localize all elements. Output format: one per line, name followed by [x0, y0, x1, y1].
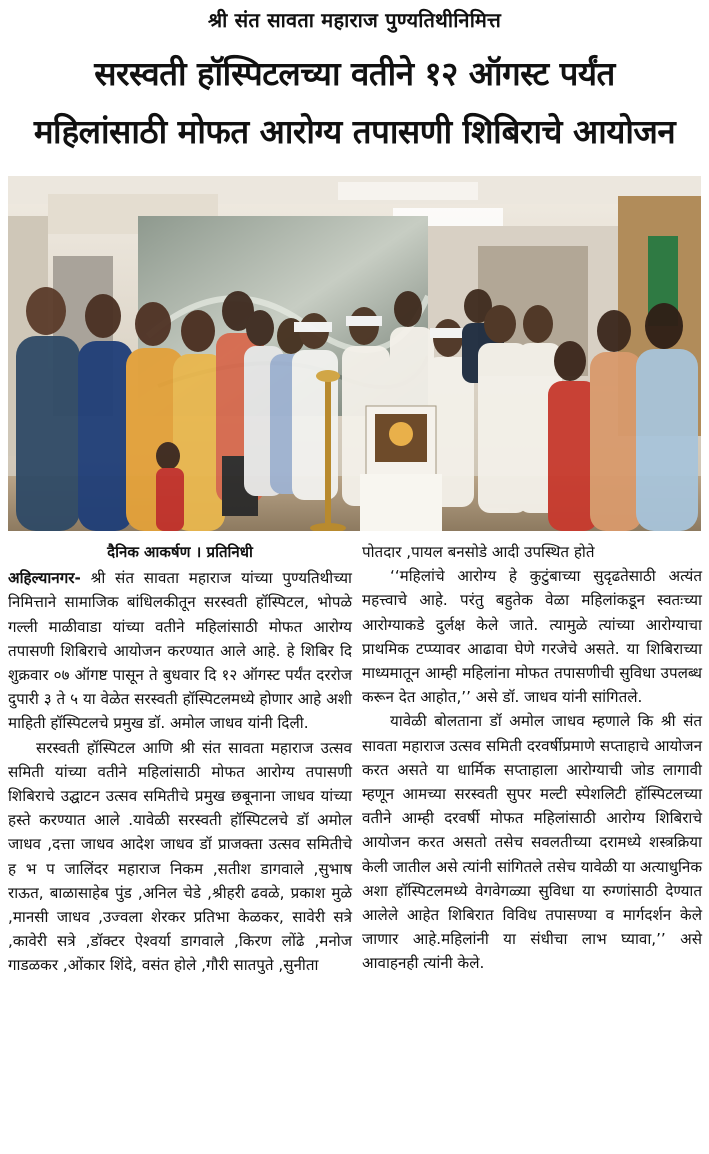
paragraph-2: सरस्वती हॉस्पिटल आणि श्री संत सावता महाराज उत्सव समिती यांच्या वतीने महिलांसाठी मोफत आरोग्य तपासणी शिबिराचे उद्घाटन उत्सव समितीचे प्रमुख छबूनाना जाधव यांच्या हस्ते करण्यात आले .यावेळी सरस्वती हॉस्पिटलचे डॉ अमोल जाधव ,दत्ता जाधव आदेश जाधव डॉ प्राजक्ता उत्सव समितीचे ह भ प जालिंदर महाराज निकम ,सतीश डागवाले ,सुभाष राऊत, बाळासाहेब पुंड ,अनिल चेडे ,श्रीहरी ढवळे, प्रकाश मुळे ,मानसी जाधव ,उज्वला शेरकर प्रतिभा केळकर, सावेरी सत्रे ,कावेरी सत्रे ,डॉक्टर ऐश्वर्या डागवाले ,किरण लोंढे ,मनोज गाडळकर ,ओंकार शिंदे, वसंत होले ,गौरी सातपुते ,सुनीता	[8, 738, 352, 975]
paragraph-4: ‘‘महिलांचे आरोग्य हे कुटुंबाच्या सुदृढतेसाठी अत्यंत महत्त्वाचे आहे. परंतु बहुतेक वेळा महिलांकडून स्वतःच्या आरोग्याकडे दुर्लक्ष केले जाते. त्यामुळे त्यांच्या आरोग्याचा प्राथमिक टप्प्यावर आढावा घेणे गरजेचे असते. या शिबिराच्या माध्यमातून आम्ही महिलांना मोफत तपासणीची सुविधा उपलब्ध करून देत आहोत,’’ असे डॉ. जाधव यांनी सांगितले.	[362, 567, 702, 707]
headline-line-1: सरस्वती हॉस्पिटलच्या वतीने १२ ऑगस्ट पर्यंत	[94, 54, 615, 93]
article-column-left	[8, 540, 352, 978]
paragraph-5: यावेळी बोलताना डॉ अमोल जाधव म्हणाले कि श्री संत सावता महाराज उत्सव समिती दरवर्षीप्रमाणे सप्ताहाचे आयोजन करत असते या धार्मिक सप्ताहाला आरोग्याची जोड लागावी म्हणून आमच्या सरस्वती सुपर मल्टी स्पेशलिटी हॉस्पिटलच्या वतीने आम्ही दरवर्षी मोफत महिलांसाठी आरोग्य शिबिराचे आयोजन करत असतो तसेच सवलतीच्या दरामध्ये शस्त्रक्रिया केली जातील असे त्यांनी सांगितले तसेच यावेळी या अत्याधुनिक अशा हॉस्पिटलमध्ये वेगवेगळ्या सुविधा या रुग्णांसाठी देण्यात आलेले आहेत शिबिरात विविध तपासण्या व मार्गदर्शन केले जाणार आहे.महिलांनी या संधीचा लाभ घ्यावा,’’ असे आवाहनही त्यांनी केले.	[362, 712, 702, 973]
paragraph-1-text: श्री संत सावता महाराज यांच्या पुण्यतिथीच्या निमित्ताने सामाजिक बांधिलकीतून सरस्वती हॉस्पिटल, भोपळे गल्ली माळीवाडा यांच्या वतीने महिलांसाठी मोफत आरोग्य तपासणी शिबिराचे आयोजन करण्यात आले आहे. हे शिबिर दि शुक्रवार ०७ ऑगष्ट पासून ते बुधवार दि १२ ऑगस्ट पर्यंत दररोज दुपारी ३ ते ५ या वेळेत सरस्वती हॉस्पिटलमध्ये होणार आहे अशी माहिती हॉस्पिटलचे प्रमुख डॉ. अमोल जाधव यांनी दिली.	[8, 569, 352, 733]
paragraph-3: पोतदार ,पायल बनसोडे आदी उपस्थित होते	[362, 543, 595, 561]
headline-line-2: महिलांसाठी मोफत आरोग्य तपासणी शिबिराचे आयोजन	[33, 112, 676, 151]
dateline-place: अहिल्यानगर-	[8, 569, 81, 588]
event-photo	[8, 176, 701, 531]
byline: दैनिक आकर्षण । प्रतिनिधी	[107, 543, 253, 561]
kicker: श्री संत सावता महाराज पुण्यतिथीनिमित्त	[207, 8, 502, 32]
paragraph-1	[8, 566, 352, 735]
article-column-right	[362, 540, 702, 976]
